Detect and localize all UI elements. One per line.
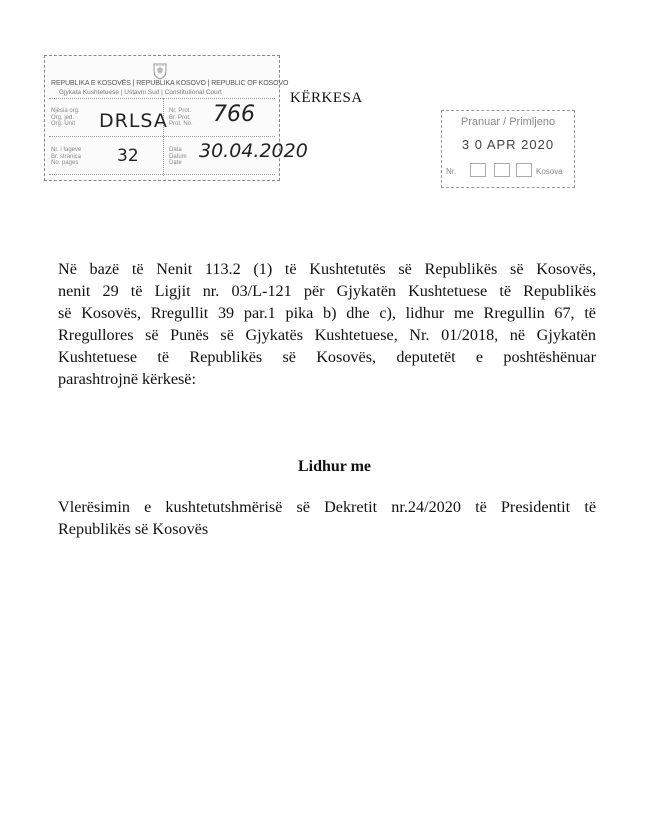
subject-paragraph <box>58 496 596 540</box>
received-stamp-date: 3 0 APR 2020 <box>461 137 555 152</box>
coat-of-arms-icon <box>150 61 170 81</box>
handwritten-org-unit: DRLSA <box>99 110 168 132</box>
subject-line: Republikës së Kosovës <box>58 520 209 538</box>
received-stamp-title: Pranuar / Primljeno <box>460 116 556 128</box>
label-date: Data Datum Date <box>169 147 187 166</box>
label-pages: Nr. i fageve Br. stranica No. pages <box>51 147 82 166</box>
paragraph-line: Kushtetuese të Republikës së Kosovës, deputetët e poshtëshënuar <box>58 348 596 366</box>
legal-basis-paragraph <box>58 258 596 390</box>
document-title: KËRKESA <box>290 90 363 106</box>
stamp-header-line2: Gjykata Kushtetuese | Ustavni Sud | Constitutional Court <box>59 89 222 96</box>
subject-line: Vlerësimin e kushtetutshmërisë së Dekretit nr.24/2020 të Presidentit të <box>58 498 596 516</box>
received-stamp <box>441 110 575 188</box>
received-stamp-country: Kosova <box>536 167 563 176</box>
divider <box>49 98 275 99</box>
registration-stamp <box>44 55 308 181</box>
subject-heading: Lidhur me <box>297 458 372 475</box>
stamp-box <box>494 163 510 177</box>
label-org-unit: Njësia org. Org. jed. Org. Unit <box>51 108 80 127</box>
received-stamp-number-label: Nr. <box>446 167 457 176</box>
label-protocol-no: Nr. Prot. Br. Prot. Prot. No. <box>169 108 193 127</box>
handwritten-date: 30.04.2020 <box>199 140 308 162</box>
handwritten-pages: 32 <box>117 146 139 166</box>
stamp-header-line1: REPUBLIKA E KOSOVËS | REPUBLIKA KOSOVO | REPUBLIC OF KOSOVO <box>51 80 289 87</box>
stamp-box <box>516 163 532 177</box>
paragraph-line: së Kosovës, Rregullit 39 par.1 pika b) dhe c), lidhur me Rregullin 67, të <box>58 304 596 322</box>
paragraph-line: nenit 29 të Ligjit nr. 03/L-121 për Gjykatën Kushtetuese të Republikës <box>58 282 596 300</box>
paragraph-line: parashtrojnë kërkesë: <box>58 370 196 388</box>
divider <box>49 136 275 137</box>
paragraph-line: Rregullores së Punës së Gjykatës Kushtetuese, Nr. 01/2018, në Gjykatën <box>58 326 596 344</box>
paragraph-line: Në bazë të Nenit 113.2 (1) të Kushtetutës së Republikës së Kosovës, <box>58 260 596 278</box>
stamp-box <box>470 163 486 177</box>
handwritten-protocol-no: 766 <box>213 102 255 127</box>
divider <box>49 174 275 175</box>
